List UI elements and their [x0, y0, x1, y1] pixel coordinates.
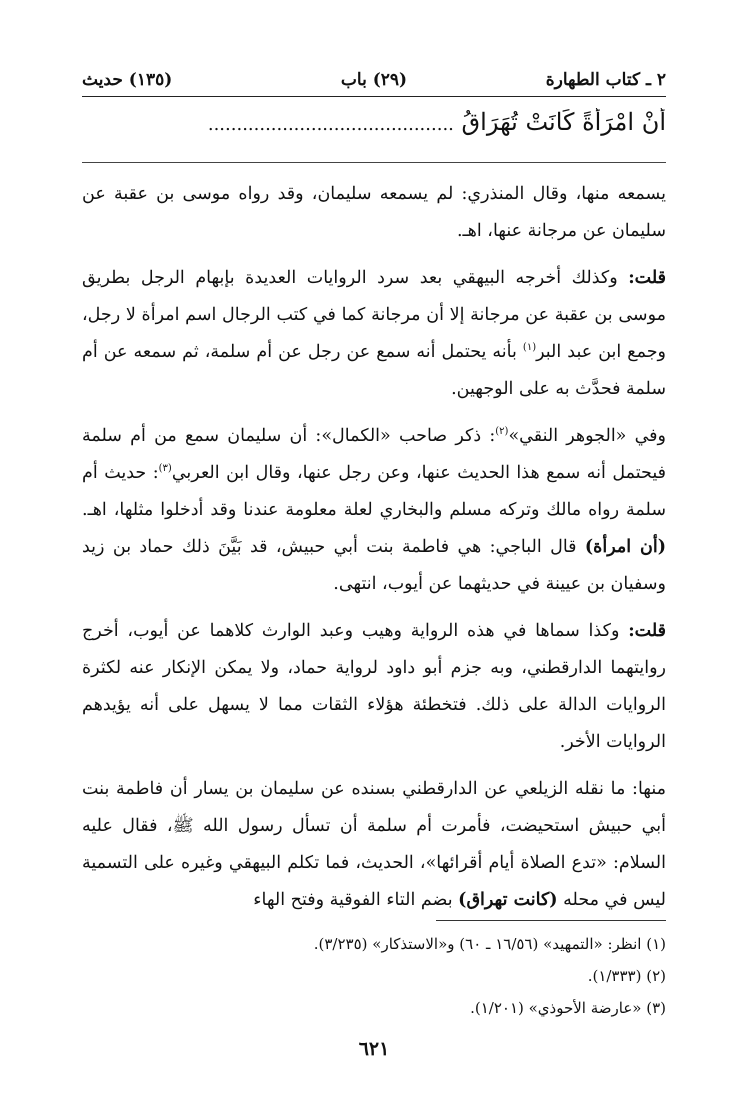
- paragraph-emphasis: (أن امرأة): [584, 537, 666, 557]
- paragraph-4: [82, 613, 666, 761]
- hadith-text-line: [82, 108, 666, 148]
- paragraph-text: : حديث أم سلمة رواه مالك وتركه مسلم والبخاري لعلة معلومة عندنا وقد أدخلوا مثلها، اهـ.: [82, 463, 666, 520]
- paragraph-text: قال الباجي: هي فاطمة بنت أبي حبيش، قد بَيَّنَ ذلك حماد بن زيد وسفيان بن عيينة في حديثهما عن أيوب، انتهى.: [82, 537, 666, 594]
- footnote-ref[interactable]: (٣): [158, 463, 172, 475]
- paragraph-text: وكذا سماها في هذه الرواية وهيب وعبد الوارث كلاهما عن أيوب، أخرج روايتهما الدارقطني، وبه جزم أبو داود لرواية حماد، ولا يمكن الإنكار عنه لكثرة الروايات الدالة على ذلك. فتخطئة هؤلاء الثقات مما لا يسهل على أنه يؤيدهم الروايات الأخر.: [82, 621, 666, 752]
- running-header: [82, 66, 666, 94]
- paragraph-1: [82, 176, 666, 250]
- paragraph-text: يسمعه منها، وقال المنذري: لم يسمعه سليمان، وقد رواه موسى بن عقبة عن سليمان عن مرجانة عنها، اهـ.: [82, 184, 666, 241]
- paragraph-text: بأنه يحتمل أنه سمع عن رجل عن أم سلمة، ثم سمعه عن أم سلمة فحدَّث به على الوجهين.: [82, 342, 666, 399]
- hadith-text: أَنْ امْرَأَةً كَانَتْ تُهَرَاقُ: [461, 108, 666, 136]
- paragraph-5: [82, 771, 666, 919]
- footnote-3: (٣) «عارضة الأحوذي» (١/٢٠١).: [470, 999, 666, 1017]
- header-section: (٢٩) باب: [340, 70, 408, 90]
- paragraph-text: وفي «الجوهر النقي»: [508, 426, 666, 446]
- paragraph-2: [82, 260, 666, 408]
- paragraph-text: وكذلك أخرجه البيهقي بعد سرد الروايات العديدة بإبهام الرجل بطريق موسى بن عقبة عن مرجانة إلا أن مرجانة كما في كتب الرجال اسم امرأة لا رجل، وجمع ابن عبد البر: [82, 268, 666, 362]
- paragraph-3: [82, 418, 666, 603]
- footnote-rule: [436, 920, 666, 921]
- footnote-ref[interactable]: (١): [522, 342, 537, 354]
- paragraph-emphasis: (كانت تهراق): [458, 890, 558, 910]
- section-rule: [82, 162, 666, 163]
- footnotes: [82, 928, 666, 1024]
- header-chapter: ٢ ـ كتاب الطهارة: [545, 70, 666, 90]
- header-hadith-number: (١٣٥) حديث: [82, 70, 173, 90]
- footnote-1: (١) انظر: «التمهيد» (١٦/٥٦ ـ ٦٠) و«الاستذكار» (٣/٢٣٥).: [313, 935, 666, 953]
- footnote-2: (٢) (١/٣٣٣).: [587, 967, 666, 985]
- hadith-ellipsis: ...........................................: [207, 114, 454, 135]
- header-rule: [82, 96, 666, 97]
- footnote-ref[interactable]: (٢): [495, 426, 509, 438]
- paragraph-text: منها: ما نقله الزيلعي عن الدارقطني بسنده عن سليمان بن يسار أن فاطمة بنت أبي حبيش استحيضت، فأمرت أم سلمة أن تسأل رسول الله ﷺ، فقال عليه السلام: «تدع الصلاة أيام أقرائها»، الحديث، فما تكلم البيهقي وغيره على التسمية ليس في محله: [82, 779, 666, 910]
- paragraph-lead: قلت:: [628, 268, 666, 288]
- page-number: ٦٢١: [358, 1038, 390, 1060]
- commentary-body: [82, 176, 666, 929]
- paragraph-lead: قلت:: [628, 621, 666, 641]
- paragraph-text: بضم التاء الفوقية وفتح الهاء: [253, 890, 459, 910]
- paragraph-text: : ذكر صاحب «الكمال»: أن سليمان سمع من أم سلمة فيحتمل أنه سمع هذا الحديث عنها، وعن رجل عنها، وقال ابن العربي: [82, 426, 666, 483]
